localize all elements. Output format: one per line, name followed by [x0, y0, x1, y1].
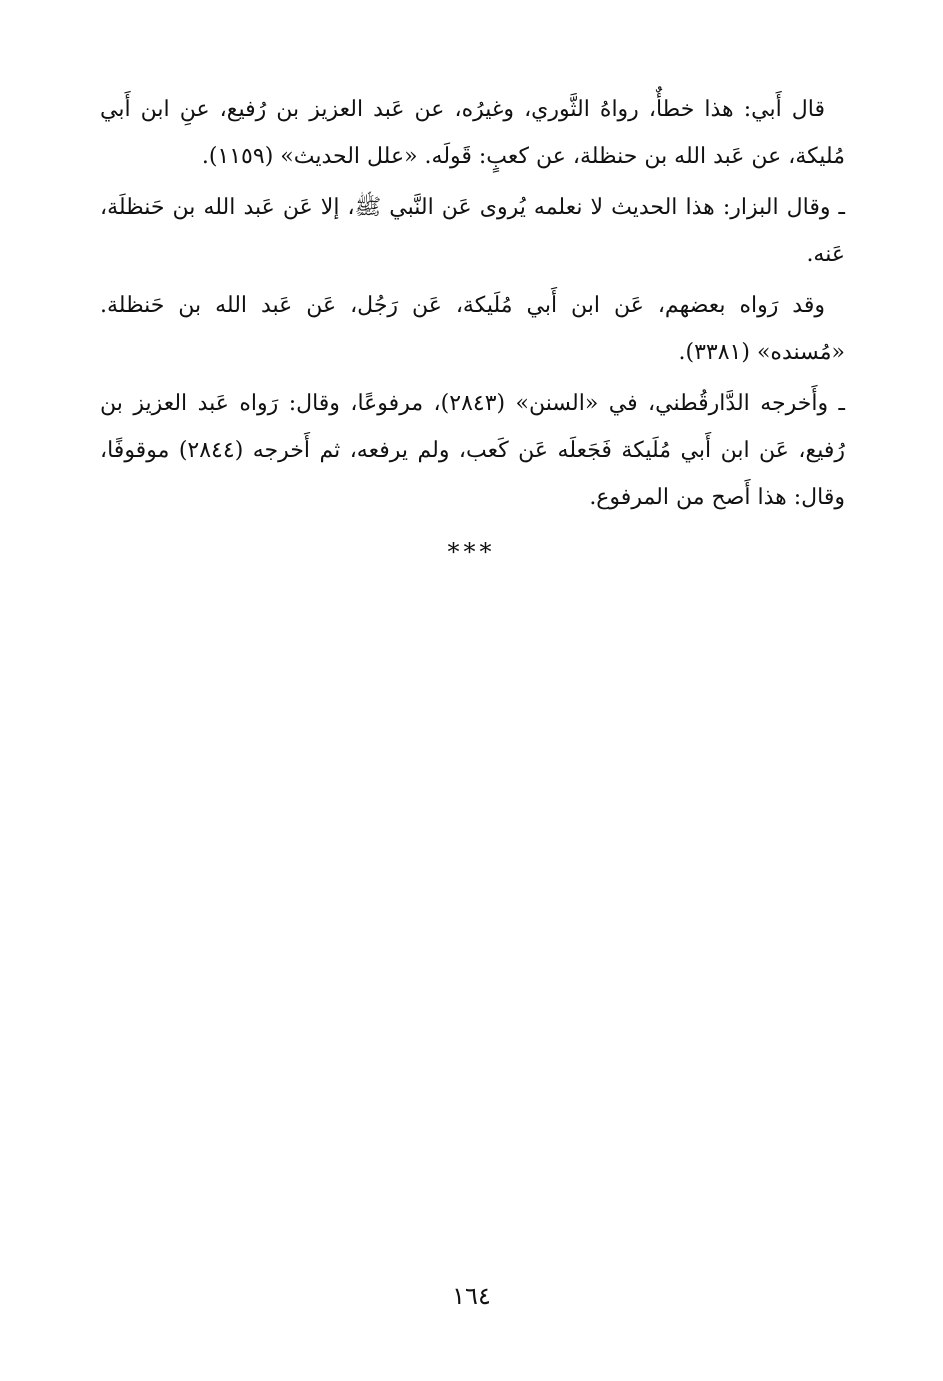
paragraph-bazzar: ـ وقال البزار: هذا الحديث لا نعلمه يُروى عَن النَّبي ﷺ، إلا عَن عَبد الله بن حَنظلَة، عَنه. [100, 195, 845, 267]
paragraph-daraqutni: ـ وأَخرجه الدَّارقُطني، في «السنن» (٢٨٤٣)، مرفوعًا، وقال: رَواه عَبد العزيز بن رُفيع، عَن ابن أَبي مُلَيكة فَجَعلَه عَن كَعب، ولم يرفعه، ثم أَخرجه (٢٨٤٤) موقوفًا، وقال: هذا أَصح من المرفوع. [100, 391, 845, 510]
section-separator: *** [447, 538, 496, 566]
paragraph-musnad: وقد رَواه بعضهم، عَن ابن أَبي مُلَيكة، عَن رَجُل، عَن عَبد الله بن حَنظلة. «مُسنده» (٣٣٨١). [100, 293, 845, 365]
paragraph-abu-hatim: قال أَبي: هذا خطأٌ، رواهُ الثَّوري، وغيرُه، عن عَبد العزيز بن رُفيع، عنِ ابن أَبي مُليكة، عن عَبد الله بن حنظلة، عن كعبٍ: قَولَه. «علل الحديث» (١١٥٩). [100, 97, 845, 169]
page-number: ١٦٤ [452, 1282, 491, 1310]
body-text [100, 86, 845, 521]
